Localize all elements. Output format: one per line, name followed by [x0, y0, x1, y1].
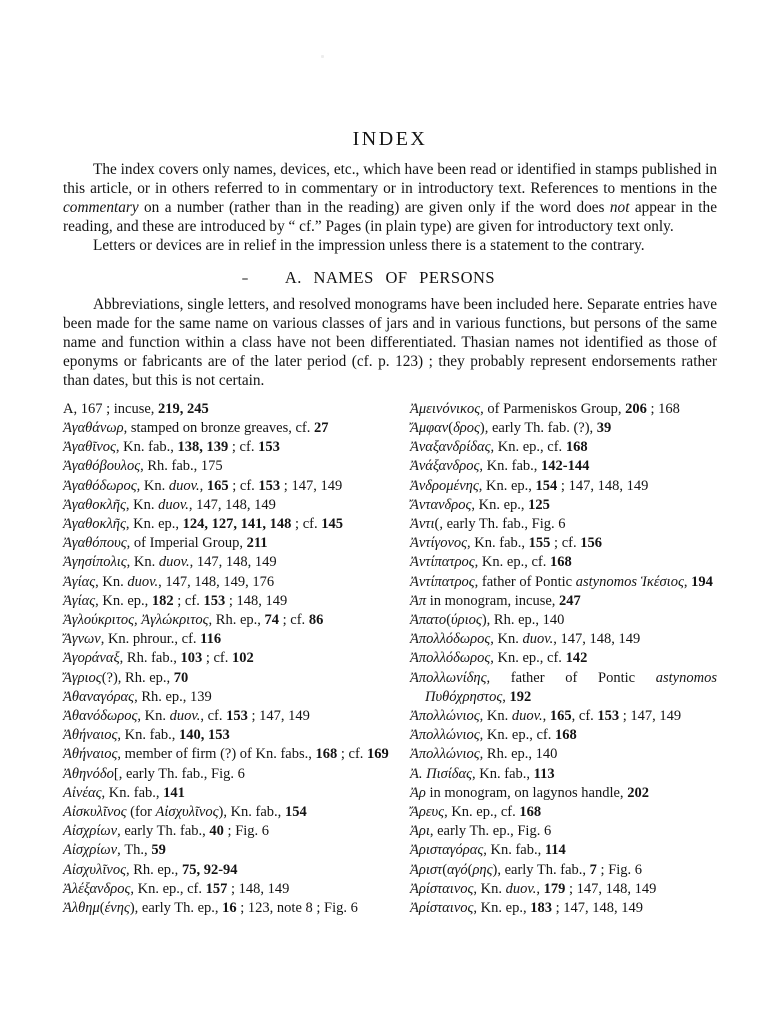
- index-entry: Ἀλέξανδρος, Kn. ep., cf. 157 ; 148, 149: [63, 880, 290, 897]
- index-entry: Ἀγίας, Kn. ep., 182 ; cf. 153 ; 148, 149: [63, 592, 288, 609]
- index-entry: Ἀπολλόδωρος, Kn. ep., cf. 142: [410, 650, 588, 667]
- index-entry: A, 167 ; incuse, 219, 245: [63, 400, 209, 417]
- section-intro-paragraph: Abbreviations, single letters, and resolved monograms have been included here. Separate entries have been made for the same name on various classes of jars and in various functions, but persons of the same name and function within a class have not been differentiated. Thasian names not identified as those of eponyms or fabricants are of the later period (cf. p. 123) ; they probably represent endorsements rather than dates, but this is not certain.: [63, 295, 717, 389]
- index-columns: [63, 400, 717, 918]
- index-entry: Αἰσχυλῖνος, Rh. ep., 75, 92-94: [63, 861, 238, 878]
- index-entry: Ἀντίπατρος, Kn. ep., cf. 168: [410, 554, 572, 571]
- index-entry: Ἀγλούκριτος, Ἀγλώκριτος, Rh. ep., 74 ; cf. 86: [63, 612, 324, 629]
- index-entry: Ἄντανδρος, Kn. ep., 125: [410, 496, 550, 513]
- index-entry: Ἄρευς, Kn. ep., cf. 168: [410, 804, 542, 821]
- intro-paragraph-2: Letters or devices are in relief in the impression unless there is a statement to the contrary.: [93, 237, 645, 254]
- index-entry: Ἀμεινόνικος, of Parmeniskos Group, 206 ; 168: [410, 400, 680, 417]
- index-entry: Ἀ. Πισίδας, Kn. fab., 113: [410, 765, 555, 782]
- index-entry: Ἀπολλώνιος, Rh. ep., 140: [410, 746, 558, 763]
- index-entry: Ἀθανόδωρος, Kn. duov., cf. 153 ; 147, 149: [63, 708, 310, 725]
- index-entry: Ἀπολλόδωρος, Kn. duov., 147, 148, 149: [410, 631, 641, 648]
- index-entry: Ἀθήναιος, member of firm (?) of Kn. fabs., 168 ; cf. 169: [63, 746, 389, 763]
- index-entry: Αἰσχρίων, early Th. fab., 40 ; Fig. 6: [63, 823, 270, 840]
- index-entry: Ἀγαθοκλῆς, Kn. ep., 124, 127, 141, 148 ; cf. 145: [63, 516, 343, 533]
- index-entry: Ἀρι, early Th. ep., Fig. 6: [410, 823, 552, 840]
- scan-speck: [242, 278, 248, 280]
- index-entry: Ἀθηνόδο[, early Th. fab., Fig. 6: [63, 765, 245, 782]
- index-entry: Ἀντίπατρος, father of Pontic astynomos Ἱκέσιος, 194: [410, 573, 713, 590]
- index-entry: Ἀρισταγόρας, Kn. fab., 114: [410, 842, 566, 859]
- index-entry: Ἀγαθόδωρος, Kn. duov., 165 ; cf. 153 ; 147, 149: [63, 477, 343, 494]
- index-entry: Ἀγίας, Kn. duov., 147, 148, 149, 176: [63, 573, 275, 590]
- index-entry: Ἀλθημ(ένης), early Th. ep., 16 ; 123, note 8 ; Fig. 6: [63, 900, 358, 917]
- index-entry: Ἀντίγονος, Kn. fab., 155 ; cf. 156: [410, 535, 602, 552]
- index-column-right: [410, 400, 717, 918]
- intro-paragraph-1: The index covers only names, devices, etc., which have been read or identified in stamps published in this article, or in others referred to in commentary or in introductory text. References to mentions in the commentary on a number (rather than in the reading) are given only if the word does not appear in the reading, and these are introduced by “ cf.” Pages (in plain type) are given for introductory text only.: [63, 161, 717, 235]
- index-entry: Ἀνδρομένης, Kn. ep., 154 ; 147, 148, 149: [410, 477, 649, 494]
- index-entry: Ἀπολλώνιος, Kn. ep., cf. 168: [410, 727, 577, 744]
- index-column-left: [63, 400, 397, 918]
- index-entry: Ἀρίσταινος, Kn. ep., 183 ; 147, 148, 149: [410, 900, 643, 917]
- index-entry: Ἀγαθάνωρ, stamped on bronze greaves, cf. 27: [63, 420, 329, 436]
- index-entry: Ἀπολλωνίδης, father of Pontic astynomos Πυθόχρηστος, 192: [410, 669, 717, 705]
- index-entry: Ἄγριος(?), Rh. ep., 70: [63, 669, 189, 686]
- index-entry: Ἀπ in monogram, incuse, 247: [410, 592, 581, 609]
- introductory-text: [63, 160, 717, 255]
- index-entry: Ἀρ in monogram, on lagynos handle, 202: [410, 784, 649, 801]
- index-entry: Ἀριστ(αγό(ρης), early Th. fab., 7 ; Fig. 6: [410, 861, 643, 878]
- index-entry: Αἰσχρίων, Th., 59: [63, 842, 166, 859]
- index-entry: Ἀθήναιος, Kn. fab., 140, 153: [63, 727, 230, 744]
- index-entry: Ἄμφαν(δρος), early Th. fab. (?), 39: [410, 420, 612, 436]
- index-entry: Ἀνάξανδρος, Kn. fab., 142-144: [410, 458, 590, 475]
- index-entry: Ἀρίσταινος, Kn. duov., 179 ; 147, 148, 149: [410, 880, 657, 897]
- index-entry: Αἰνέας, Kn. fab., 141: [63, 784, 185, 801]
- index-entry: Ἀναξανδρίδας, Kn. ep., cf. 168: [410, 439, 588, 456]
- index-entry: Ἄγνων, Kn. phrour., cf. 116: [63, 631, 222, 648]
- index-entry: Ἀπατο(ύριος), Rh. ep., 140: [410, 612, 565, 629]
- index-entry: Ἀγαθόπους, of Imperial Group, 211: [63, 535, 268, 552]
- index-entry: Ἀγαθῖνος, Kn. fab., 138, 139 ; cf. 153: [63, 439, 280, 456]
- index-entry: Ἀθαναγόρας, Rh. ep., 139: [63, 688, 212, 705]
- index-entry: Ἀγησίπολις, Kn. duov., 147, 148, 149: [63, 554, 277, 571]
- index-entry: Ἀντι(, early Th. fab., Fig. 6: [410, 516, 566, 533]
- index-entry: Αἰσκυλῖνος (for Αἰσχυλῖνος), Kn. fab., 154: [63, 804, 307, 821]
- index-entry: Ἀπολλώνιος, Kn. duov., 165, cf. 153 ; 147, 149: [410, 708, 682, 725]
- scan-speck: [321, 55, 324, 58]
- index-entry: Ἀγαθόβουλος, Rh. fab., 175: [63, 458, 223, 475]
- index-entry: Ἀγαθοκλῆς, Kn. duov., 147, 148, 149: [63, 496, 276, 513]
- page-title: INDEX: [352, 128, 428, 150]
- section-heading: A. NAMES OF PERSONS: [284, 268, 496, 287]
- index-entry: Ἀγοράναξ, Rh. fab., 103 ; cf. 102: [63, 650, 254, 667]
